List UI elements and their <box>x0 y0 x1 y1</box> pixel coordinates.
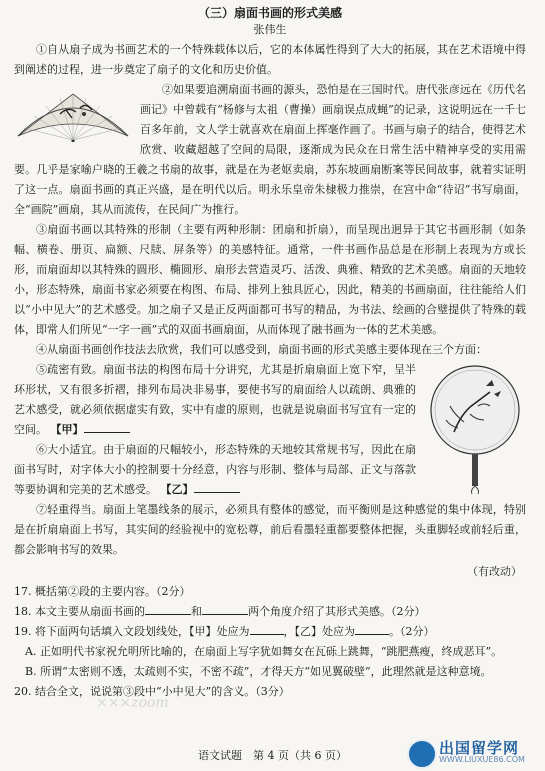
globe-logo-icon <box>407 739 437 769</box>
answer-blank-18b[interactable] <box>202 602 248 615</box>
folding-fan-illustration <box>14 84 132 142</box>
pencil-watermark: ×××zoom <box>96 695 169 711</box>
article-author: 张伟生 <box>253 23 287 36</box>
answer-blank-19a[interactable] <box>250 622 284 635</box>
question-19: 19. 将下面两句话填入文段划线处，【甲】处应为 ，【乙】处应为 。（2分） <box>14 622 526 642</box>
page-footer: 语文试题 第 4 页（共 6 页） <box>198 749 347 762</box>
source-note: （有改动） <box>467 565 522 578</box>
watermark-url: WWW.LIUXUE86.COM <box>439 755 525 764</box>
answer-blank-18a[interactable] <box>145 602 191 615</box>
question-17: 17. 概括第②段的主要内容。（2分） <box>14 585 191 598</box>
exam-page <box>14 4 526 702</box>
blank-marker-yi: 【乙】 <box>160 483 194 496</box>
article-title: （三）扇面书画的形式美感 <box>197 6 342 20</box>
paragraph-6: ⑥大小适宜。由于扇面的尺幅较小，形态特殊的天地较其常规书写，因此在扇面书写时，对字体大小的控制要十分经意，内容与形制、整体与局部、正文与落款等要协调和完美的艺术感受。 【乙】 <box>14 443 416 496</box>
question-20: 20. 结合全文，说说第③段中“小中见大”的含义。（3分） <box>14 685 290 698</box>
round-fan-illustration <box>424 362 526 496</box>
blank-jia[interactable] <box>84 420 130 433</box>
paragraph-4: ④从扇面书画创作技法去欣赏，我们可以感受到，扇面书画的形式美感主要体现在三个方面： <box>36 343 487 356</box>
paragraph-1: ①自从扇子成为书画艺术的一个特殊载体以后，它的本体属性得到了大大的拓展，其在艺术语境中得到阐述的过程，进一步奠定了扇子的文化和历史价值。 <box>14 43 526 76</box>
paragraph-3: ③扇面书画以其特殊的形制（主要有两种形制：团扇和折扇），而呈现出迥异于其它书画形制（如条幅、横卷、册页、扁额、尺牍、屏条等）的美感特征。通常，一件书画作品总是在形制上表现为方或长形，而扇面却以其特殊的圆形、椭圆形、扇形去营造灵巧、活泼、典雅、精致的艺术美感。扇面的天地较小，形态特殊，扇面书家必须要在构图、布局、排列上独具匠心，因此，精美的书画扇面，往往能给人们以“小中见大”的艺术感受。加之扇子又是正反两面都可书写的精品，为书法、绘画的合璧提供了特殊的载体，即常人们所见“一字一画”式的双面书画扇面，从而体现了融书画为一体的艺术美感。 <box>14 223 526 336</box>
blank-yi[interactable] <box>194 480 240 493</box>
paragraph-2: ②如果要追溯扇面书画的源头，恐怕是在三国时代。唐代张彦远在《历代名画记》中曾载有“杨修与太祖（曹操）画扇误点成蝇”的记录，这说明远在一千七百多年前，文人学士就喜欢在扇面上挥毫作画了。书画与扇子的结合，使得艺术欣赏、收藏超越了空间的局限，逐渐成为民众在日常生活中精神享受的实用需要。几乎是家喻户晓的王羲之书扇的故事，就是在为老妪卖扇，苏东坡画扇断案等民间故事，就着实证明了这一点。扇面书画的真正兴盛，是在明代以后。明永乐皇帝朱棣极力推崇，在宫中命“待诏”书写扇面，全“画院”画扇，其从而流传，在民间广为推行。 <box>14 83 526 216</box>
paragraph-5: ⑤疏密有致。扇面书法的构图布局十分讲究，尤其是折扇扇面上宽下窄，呈半环形状，又有很多折褶，排列布局决非易事，要使书写的扇面给人以疏朗、典雅的艺术感受，就必须依据虚实有致，实中有虚的原则，也就是说扇面书写宜有一定的空间。 【甲】 <box>14 360 526 440</box>
blank-marker-jia: 【甲】 <box>50 423 84 436</box>
option-a: A. 正如明代书家祝允明所比喻的，在扇面上写字犹如舞女在瓦砾上跳舞，“跳肥燕瘦，终成恶耳”。 <box>25 645 503 658</box>
paragraph-7: ⑦轻重得当。扇面上笔墨线条的展示，必须具有整体的感觉，而平衡则是这种感觉的集中体现，特别是在折扇扇面上书写，其实间的经验视中的宽松尊，前后看墨轻重都要整体把握，头重脚轻或前轻后重，都会影响书写的效果。 <box>14 503 526 556</box>
question-18: 18. 本文主要从扇面书画的 和 两个角度介绍了其形式美感。（2分） <box>14 602 526 622</box>
option-b: B. 所谓“太密则不透，太疏则不实，不密不疏”，才得天方“如见翼破壁”，此理然就是这种意境。 <box>25 665 492 678</box>
questions-section <box>14 582 526 702</box>
site-watermark <box>407 737 539 767</box>
watermark-name: 出国留学网 <box>439 739 520 757</box>
answer-blank-19b[interactable] <box>355 622 389 635</box>
